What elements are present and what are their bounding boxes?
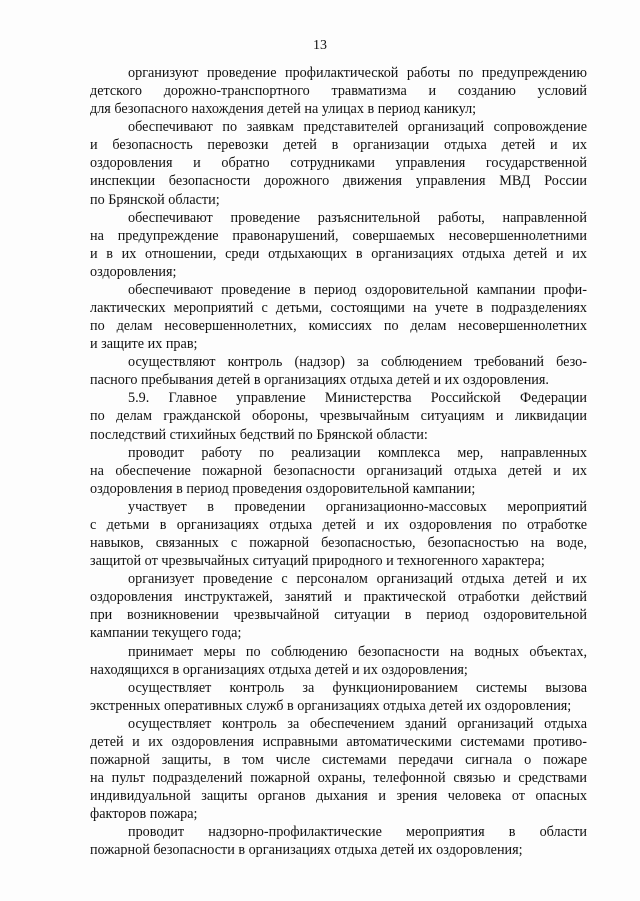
- paragraph-line: на предупреждение правонарушений, совершаемых несовершеннолетними: [90, 227, 587, 244]
- paragraph-line: по делам гражданской обороны, чрезвычайным ситуациям и ликвидации: [90, 408, 587, 425]
- paragraph: [90, 444, 587, 498]
- paragraph-line: принимает меры по соблюдению безопасности на водных объектах,: [128, 643, 587, 660]
- paragraph-line: факторов пожара;: [90, 806, 198, 823]
- paragraph: [90, 209, 587, 281]
- paragraph-line: оздоровления и обратно сотрудниками управления государственной: [90, 155, 587, 172]
- paragraph-line: детей и их оздоровления исправными автоматическими системами противо-: [90, 733, 587, 750]
- paragraph-line: оздоровления инструктажей, занятий и практической отработки действий: [90, 589, 587, 606]
- paragraph-line: проводит работу по реализации комплекса мер, направленных: [128, 444, 587, 461]
- paragraph-line: для безопасного нахождения детей на улицах в период каникул;: [90, 101, 477, 118]
- paragraph: [90, 64, 587, 118]
- page-number: 13: [313, 38, 327, 53]
- paragraph-line: экстренных оперативных служб в организациях отдыха детей их оздоровления;: [90, 697, 572, 714]
- paragraph-line: навыков, связанных с пожарной безопасностью, безопасностью на воде,: [90, 535, 587, 552]
- paragraph-line: 5.9. Главное управление Министерства Российской Федерации: [128, 390, 587, 407]
- paragraph-line: лактических мероприятий с детьми, состоящими на учете в подразделениях: [90, 300, 587, 317]
- paragraph-line: и безопасность перевозки детей в организации отдыха детей и их: [90, 137, 587, 154]
- paragraph: [90, 679, 587, 715]
- paragraph-line: кампании текущего года;: [90, 625, 242, 642]
- paragraph-line: организуют проведение профилактической работы по предупреждению: [128, 65, 587, 81]
- paragraph-line: организует проведение с персоналом организаций отдыха детей и их: [128, 571, 587, 588]
- paragraph-line: обеспечивают по заявкам представителей организаций сопровождение: [128, 119, 587, 136]
- paragraph: [90, 715, 587, 823]
- paragraph-line: последствий стихийных бедствий по Брянской области:: [90, 426, 428, 443]
- paragraph: [90, 498, 587, 570]
- paragraph-line: на обеспечение пожарной безопасности организаций отдыха детей и их: [90, 462, 587, 479]
- paragraph-line: по делам несовершеннолетних, комиссиях по делам несовершеннолетних: [90, 318, 587, 335]
- paragraph: [90, 353, 587, 389]
- paragraph-line: индивидуальной защиты органов дыхания и зрения человека от опасных: [90, 788, 587, 805]
- paragraph-line: находящихся в организациях отдыха детей и их оздоровления;: [90, 661, 468, 678]
- paragraph-line: инспекции безопасности дорожного движения управления МВД России: [90, 173, 587, 190]
- paragraph-line: детского дорожно-транспортного травматизма и созданию условий: [90, 83, 587, 100]
- paragraph-line: оздоровления в период проведения оздоровительной кампании;: [90, 480, 476, 497]
- paragraph-line: участвует в проведении организационно-массовых мероприятий: [128, 498, 587, 515]
- paragraph: [90, 823, 587, 859]
- paragraph-line: обеспечивают проведение разъяснительной работы, направленной: [128, 209, 587, 226]
- paragraph-line: пожарной защиты, в том числе системами передачи сигнала о пожаре: [90, 751, 587, 768]
- paragraph-line: защитой от чрезвычайных ситуаций природного и техногенного характера;: [90, 553, 545, 570]
- paragraph-line: и в их отношении, среди отдыхающих в организациях отдыха детей и их: [90, 245, 587, 262]
- paragraph-line: по Брянской области;: [90, 191, 220, 208]
- paragraph-line: осуществляет контроль за функционированием системы вызова: [128, 679, 587, 696]
- paragraph-line: оздоровления;: [90, 263, 177, 280]
- paragraph: [90, 389, 587, 443]
- paragraph-line: с детьми в организациях отдыха детей и их оздоровления по отработке: [90, 516, 587, 533]
- paragraph-line: на пульт подразделений пожарной охраны, телефонной связью и средствами: [90, 770, 587, 787]
- paragraph: [90, 570, 587, 642]
- paragraph-line: и защите их прав;: [90, 336, 198, 353]
- paragraph: [90, 643, 587, 679]
- paragraph-line: проводит надзорно-профилактические мероприятия в области: [128, 824, 587, 841]
- paragraph-line: пожарной безопасности в организациях отдыха детей их оздоровления;: [90, 842, 523, 859]
- paragraph-line: осуществляет контроль за обеспечением зданий организаций отдыха: [128, 715, 587, 732]
- document-body: [90, 64, 587, 859]
- paragraph-line: осуществляют контроль (надзор) за соблюдением требований безо-: [128, 354, 587, 371]
- paragraph-line: пасного пребывания детей в организациях отдыха детей и их оздоровления.: [90, 372, 549, 389]
- paragraph: [90, 281, 587, 353]
- paragraph-line: обеспечивают проведение в период оздоровительной кампании профи-: [128, 281, 587, 298]
- paragraph: [90, 118, 587, 208]
- paragraph-line: при возникновении чрезвычайной ситуации в период оздоровительной: [90, 607, 587, 624]
